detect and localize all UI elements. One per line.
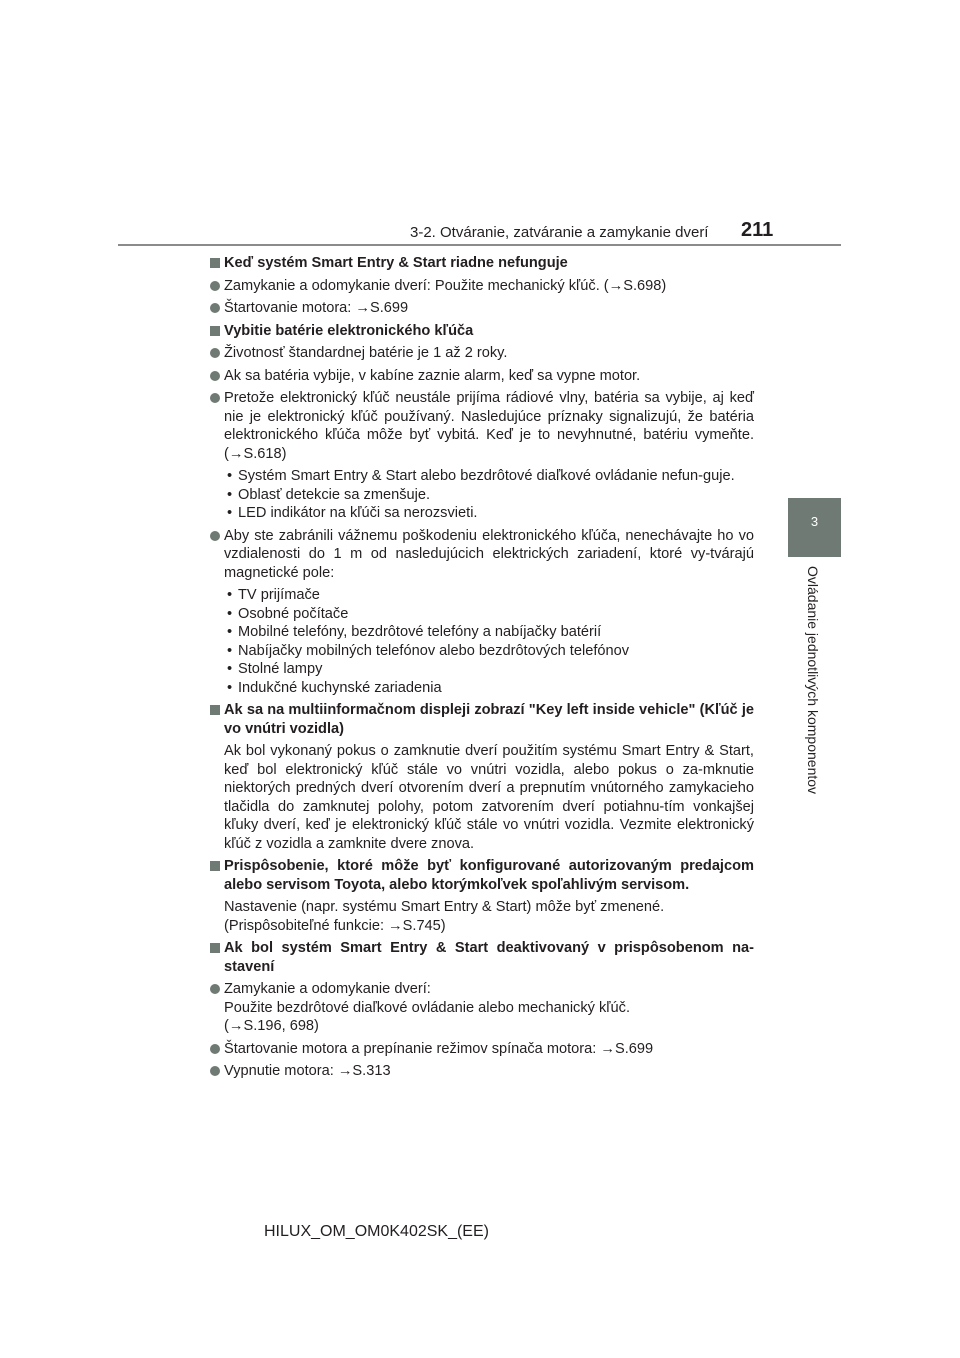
list-item: Štartovanie motora: →S.699 xyxy=(210,299,754,318)
list-item: Štartovanie motora a prepínanie režimov spínača motora: →S.699 xyxy=(210,1040,754,1059)
chapter-number: 3 xyxy=(810,514,819,529)
list-item: Vypnutie motora: →S.313 xyxy=(210,1062,754,1081)
chapter-side-title: Ovládanie jednotlivých komponentov xyxy=(805,566,821,795)
round-bullet-icon xyxy=(210,348,220,358)
sub-list-item: • Nabíjačky mobilných telefónov alebo bezdrôtových telefónov xyxy=(224,642,754,661)
list-item-line: Zamykanie a odomykanie dverí: xyxy=(224,981,431,997)
paragraph xyxy=(210,898,754,935)
round-bullet-icon xyxy=(210,984,220,994)
section-heading: Ak bol systém Smart Entry & Start deaktivovaný v prispôsobenom na-stavení xyxy=(210,939,754,976)
list-item: Aby ste zabránili vážnemu poškodeniu elektronického kľúča, nenechávajte ho vo vzdialenosti do 1 m od nasledujúcich elektrických zariadení, ktoré vy-tvárajú magnetické pole: xyxy=(210,527,754,583)
section-heading: Vybitie batérie elektronického kľúča xyxy=(210,322,754,341)
section-heading: Ak sa na multiinformačnom displeji zobrazí "Key left inside vehicle" (Kľúč je vo vnútri vozidla) xyxy=(210,701,754,738)
round-bullet-icon xyxy=(210,371,220,381)
sub-list-item: • Indukčné kuchynské zariadenia xyxy=(224,679,754,698)
sub-list-item: • Osobné počítače xyxy=(224,605,754,624)
list-item: Ak sa batéria vybije, v kabíne zaznie alarm, keď sa vypne motor. xyxy=(210,367,754,386)
document-id-footer: HILUX_OM_OM0K402SK_(EE) xyxy=(264,1223,489,1240)
sub-list xyxy=(210,586,754,697)
list-item: Zamykanie a odomykanie dverí: Použite mechanický kľúč. (→S.698) xyxy=(210,277,754,296)
square-bullet-icon xyxy=(210,943,220,953)
sub-list xyxy=(210,467,754,523)
running-header-title: 3-2. Otváranie, zatváranie a zamykanie dverí xyxy=(410,224,709,241)
list-item: Pretože elektronický kľúč neustále prijíma rádiové vlny, batéria sa vybije, aj keď nie je elektronický kľúč používaný. Nasledujúce príznaky signalizujú, že batéria elektronického kľúča môže byť vybitá. Keď je to nevyhnutné, batériu vymeňte. (→S.618) xyxy=(210,389,754,463)
section-heading: Prispôsobenie, ktoré môže byť konfigurované autorizovaným predajcom alebo servisom Toyota, alebo ktorýmkoľvek spoľahlivým servisom. xyxy=(210,857,754,894)
paragraph-line: Nastavenie (napr. systému Smart Entry & Start) môže byť zmenené. xyxy=(224,899,665,915)
round-bullet-icon xyxy=(210,393,220,403)
sub-list-item: • Stolné lampy xyxy=(224,660,754,679)
round-bullet-icon xyxy=(210,281,220,291)
sub-list-item: • LED indikátor na kľúči sa nerozsvieti. xyxy=(224,504,754,523)
section-heading: Keď systém Smart Entry & Start riadne nefunguje xyxy=(210,254,754,273)
header-divider xyxy=(118,244,841,246)
list-item-line: Použite bezdrôtové diaľkové ovládanie alebo mechanický kľúč. xyxy=(224,999,631,1016)
list-item xyxy=(210,980,754,1036)
sub-list-item: • Systém Smart Entry & Start alebo bezdrôtové diaľkové ovládanie nefun-guje. xyxy=(224,467,754,486)
round-bullet-icon xyxy=(210,1066,220,1076)
sub-list-item: • TV prijímače xyxy=(224,586,754,605)
page-content xyxy=(210,254,754,1085)
square-bullet-icon xyxy=(210,861,220,871)
list-item-line: (→S.196, 698) xyxy=(224,1018,319,1034)
sub-list-item: • Mobilné telefóny, bezdrôtové telefóny a nabíjačky batérií xyxy=(224,623,754,642)
round-bullet-icon xyxy=(210,1044,220,1054)
square-bullet-icon xyxy=(210,326,220,336)
round-bullet-icon xyxy=(210,531,220,541)
square-bullet-icon xyxy=(210,705,220,715)
list-item: Životnosť štandardnej batérie je 1 až 2 roky. xyxy=(210,344,754,363)
paragraph: Ak bol vykonaný pokus o zamknutie dverí použitím systému Smart Entry & Start, keď bol elektronický kľúč stále vo vnútri vozidla, alebo pokus o za-mknutie niektorých predných dverí otvorením dverí a prepnutím vnútorného zamykacieho tlačidla do zamknutej polohy, potom zatvorením dverí potiahnu-tím vonkajšej kľuky dverí, keď je elektronický kľúč stále vo vnútri vozidla. Vezmite elektronický kľúč z vozidla a zamknite dvere znova. xyxy=(224,743,754,852)
sub-list-item: • Oblasť detekcie sa zmenšuje. xyxy=(224,486,754,505)
paragraph-line: (Prispôsobiteľné funkcie: →S.745) xyxy=(224,917,446,934)
page-number: 211 xyxy=(741,219,774,241)
chapter-tab xyxy=(788,498,841,557)
square-bullet-icon xyxy=(210,258,220,268)
round-bullet-icon xyxy=(210,303,220,313)
